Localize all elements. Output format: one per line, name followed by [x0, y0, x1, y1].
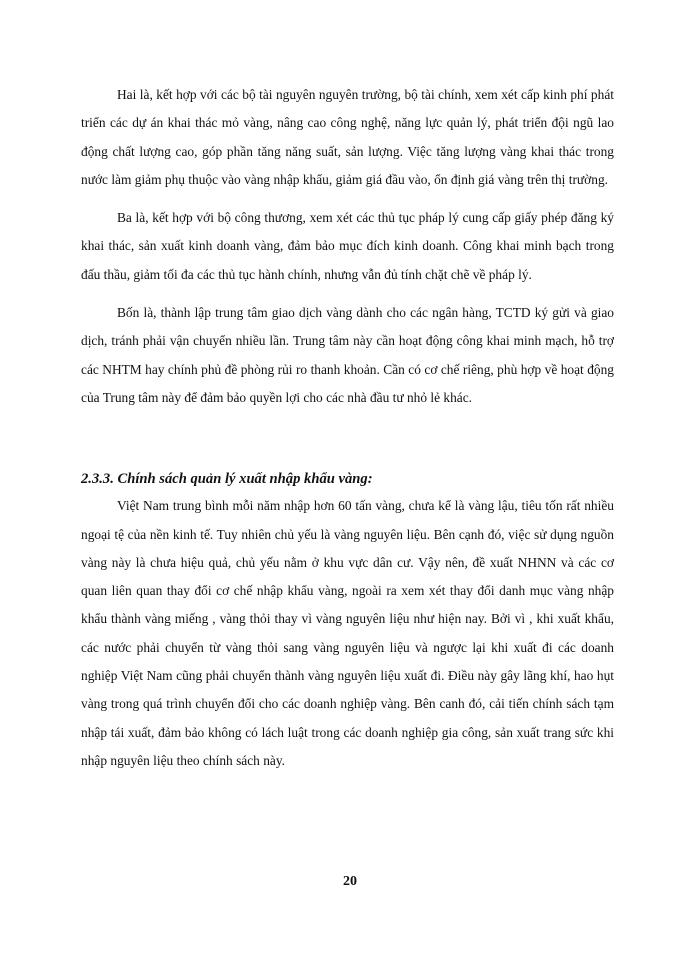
paragraph-ba-la: Ba là, kết hợp với bộ công thương, xem xét các thủ tục pháp lý cung cấp giấy phép đăng ký khai thác, sản xuất kinh doanh vàng, đảm bảo mục đích kinh doanh. Công khai minh bạch trong đấu thầu, giảm tối đa các thủ tục hành chính, nhưng vẫn đủ tính chặt chẽ về pháp lý. — [81, 210, 614, 282]
paragraph-section-body: Việt Nam trung bình mỗi năm nhập hơn 60 tấn vàng, chưa kể là vàng lậu, tiêu tốn rất nhiều ngoại tệ của nền kinh tế. Tuy nhiên chủ yếu là vàng nguyên liệu. Bên cạnh đó, việc sử dụng nguồn vàng này là chưa hiệu quả, chủ yếu nằm ở khu vực dân cư. Vậy nên, đề xuất NHNN và các cơ quan liên quan thay đổi cơ chế nhập khẩu vàng, ngoài ra xem xét thay đổi danh mục vàng nhập khẩu thành vàng miếng , vàng thỏi thay vì vàng nguyên liệu như hiện nay. Bởi vì , khi xuất khẩu, các nước phải chuyển từ vàng thỏi sang vàng nguyên liệu và ngược lại khi xuất đi các doanh nghiệp Việt Nam cũng phải chuyển thành vàng nguyên liệu xuất đi. Điều này gây lãng khí, hao hụt vàng trong quá trình chuyển đổi cho các doanh nghiệp vàng. Bên canh đó, cải tiến chính sách tạm nhập tái xuất, đảm bảo không có lách luật trong các doanh nghiệp gia công, sản xuất trang sức khi nhập nguyên liệu theo chính sách này. — [81, 498, 614, 768]
section-heading: 2.3.3. Chính sách quản lý xuất nhập khẩu vàng: — [81, 471, 373, 488]
page-number: 20 — [343, 874, 357, 889]
paragraph-bon-la: Bốn là, thành lập trung tâm giao dịch vàng dành cho các ngân hàng, TCTD ký gửi và giao dịch, tránh phải vận chuyển nhiều lần. Trung tâm này cần hoạt động công khai minh mạch, hỗ trợ các NHTM hay chính phủ đề phòng rủi ro thanh khoản. Cần có cơ chế riêng, phù hợp về hoạt động của Trung tâm này để đảm bảo quyền lợi cho các nhà đầu tư nhỏ lẻ khác. — [81, 305, 614, 405]
page-body — [81, 81, 614, 775]
paragraph-hai-la: Hai là, kết hợp với các bộ tài nguyên nguyên trường, bộ tài chính, xem xét cấp kinh phí phát triển các dự án khai thác mỏ vàng, nâng cao công nghệ, năng lực quản lý, phát triển đội ngũ lao động chất lượng cao, góp phần tăng năng suất, sản lượng. Việc tăng lượng vàng khai thác trong nước làm giảm phụ thuộc vào vàng nhập khẩu, giảm giá đầu vào, ổn định giá vàng trên thị trường. — [81, 87, 614, 187]
